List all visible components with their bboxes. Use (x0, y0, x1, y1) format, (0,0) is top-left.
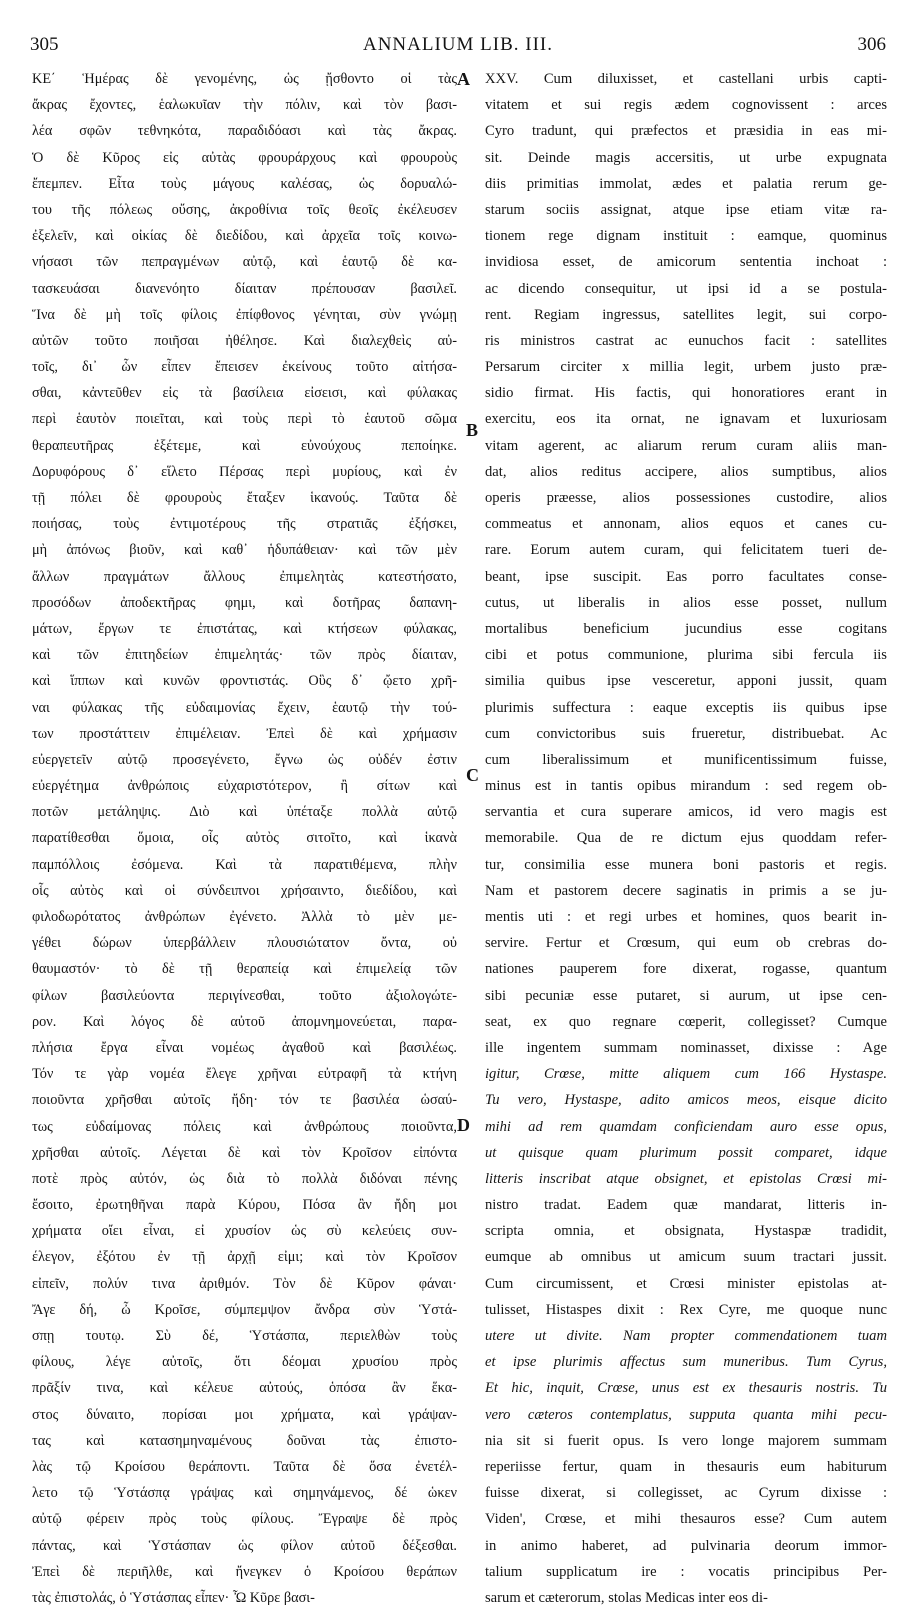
latin-text-line: vero cæteros contemplatus, supputa quanta mihi pecu- (485, 1406, 887, 1423)
greek-text-line: τὰς ἐπιστολάς, ὁ Ὑστάσπας εἶπεν· Ὦ Κῦρε βασι- (32, 1589, 315, 1606)
greek-text-line: του τῆς πόλεως οὔσης, ἀκροθίνια τοῖς θεοῖς ἐκέλευσεν (32, 201, 457, 218)
latin-text-line: eumque ab omnibus ut amicum suum tractari jussit. (485, 1249, 887, 1266)
latin-text-line: et ipse plurimis affectus sum muneribus. Tum Cyrus, (485, 1354, 887, 1371)
latin-text-line: ac dicendo consequitur, ut ipsi id a se postula- (485, 280, 887, 297)
latin-text-line: memorabile. Qua de re dictum ejus quoddam refer- (485, 830, 887, 847)
greek-text-line: εὐεργετεῖν αὐτῷ προσεγένετο, ἔγνω ὡς οὐδέν ἐστιν (32, 751, 457, 768)
greek-text-line: ἔσοιτο, ἐρωτηθῆναι παρὰ Κύρου, Πόσα ἂν ἤδη μοι (32, 1197, 457, 1214)
latin-text-line: commeatus et annonam, alios equos et canes cu- (485, 516, 887, 533)
section-marker-a: A (457, 69, 470, 89)
latin-text-line: fuisse dixerat, si collegisset, ac Cyrum dixisse : (485, 1485, 887, 1502)
greek-text-line: ποτῶν μετάληψις. Διὸ καὶ ὑπέταξε πολλὰ αὐτῷ (32, 804, 457, 821)
greek-text-line: καὶ ἵππων καὶ κυνῶν φροντιστάς. Οὓς δ᾽ ᾤετο χρῆ- (32, 673, 457, 690)
greek-text-line: θαυμαστόν· τὸ δὲ τῇ θεραπείᾳ καὶ ἐπιμελείᾳ τῶν (32, 961, 457, 978)
latin-text-column (485, 66, 887, 1611)
latin-text-line: tur, consimilia esse munera boni pastoris et regis. (485, 856, 887, 873)
latin-text-line: talium supplicatum ire : vocatis principibus Per- (485, 1563, 887, 1580)
greek-text-line: έλεγον, ἐξότου ἐν τῇ ἀρχῇ εἰμι; καὶ τὸν Κροῖσον (32, 1249, 457, 1266)
greek-text-line: ἔπεμπεν. Εἶτα τοὺς μάγους καλέσας, ὡς δορυαλώ- (32, 175, 457, 192)
latin-text-line: mihi ad rem quamdam conficiendam auro esse opus, (485, 1118, 887, 1135)
greek-text-line: νήσασι τῶν πεπραγμένων αὐτῷ, καὶ ἑαυτῷ δὲ κα- (32, 254, 457, 271)
latin-text-line: servantia et cura superare amicos, id vero magis est (485, 804, 887, 821)
greek-text-line: ποιοῦντα χρῆσθαι αὐτοῖς ἤδη· τόν τε βασιλέα ὡσαύ- (32, 1092, 457, 1109)
latin-text-line: ris ministros castrat ac eunuchos facit : satellites (485, 332, 887, 349)
greek-text-line: τας καὶ κατασημηναμένους δοῦναι τὰς ἐπιστο- (32, 1432, 457, 1449)
greek-text-line: χρῆσθαι αὐτοῖς. Λέγεται δὲ καὶ τὸν Κροῖσον εἰπόντα (32, 1144, 457, 1161)
latin-text-line: dat, alios reditus accipere, alios sumptibus, alios (485, 463, 887, 480)
latin-text-line: seat, ex quo regnare cœperit, collegisset? Cumque (485, 1013, 887, 1030)
greek-text-line: Ἄγε δή, ὦ Κροῖσε, σύμπεμψον ἄνδρα σὺν Ὑστά- (32, 1301, 457, 1318)
greek-text-line: σπῃ τουτῳ. Σὺ δέ, Ὑστάσπα, περιελθὼν τοὺς (32, 1328, 457, 1344)
section-marker-c: C (466, 765, 479, 785)
greek-text-line: εἰπεῖν, πολύν τινα ἀριθμόν. Τὸν δὲ Κῦρον φάναι· (32, 1275, 457, 1292)
latin-text-line: in animo haberet, ad pulvinaria deorum immor- (485, 1537, 887, 1554)
latin-text-line: reperiisse fertur, quam in thesauris eum habiturum (485, 1458, 887, 1475)
latin-text-line: nistro tradat. Eadem quæ mandarat, litteris in- (485, 1197, 887, 1214)
greek-text-line: φίλων βασιλεύοντα περιγίνεσθαι, τοῦτο ἀξιολογώτε- (32, 987, 457, 1004)
latin-text-line: ut quisque quam plurimum possit comparet, idque (485, 1144, 887, 1161)
greek-text-column (32, 66, 457, 1611)
latin-text-line: vitam agerent, ac aliarum rerum curam aliis man- (485, 437, 887, 454)
greek-text-line: μὴ ἀπόνως βιοῦν, καὶ καθ᾽ ἡδυπάθειαν· καὶ τῶν μὲν (32, 542, 457, 559)
running-header (30, 34, 886, 64)
greek-text-line: θεραπευτῆρας ἐξέτεμε, καὶ εὐνούχους πεποίηκε. (32, 437, 457, 454)
latin-text-line: invidiosa esset, de amicorum sententia inchoat : (485, 254, 887, 271)
greek-text-line: παρατίθεσθαι ὅμοια, οἷς αὐτὸς σιτοῖτο, καὶ ἱκανὰ (32, 830, 457, 847)
greek-text-line: Δορυφόρους δ᾽ εἵλετο Πέρσας περὶ μυρίους, καὶ ἐν (32, 463, 457, 480)
latin-text-line: cutus, ut liberalis in alios esse posset, nullum (485, 594, 887, 611)
latin-text-line: cum liberalissimum et munificentissimum fuisse, (485, 751, 887, 768)
greek-text-line: πρᾶξίν τινα, καὶ κέλευε αὐτούς, ὁπόσα ἂν ἕκα- (32, 1380, 457, 1397)
greek-text-line: παμπόλλοις ἐσόμενα. Καὶ τὰ παρατιθέμενα, πλὴν (32, 856, 457, 873)
latin-text-line: ille ingentem summam nominasset, dixisse : Age (485, 1039, 887, 1056)
greek-text-line: ἄλλων πραγμάτων ἄλλους ἐπιμελητὰς κατεστήσατο, (32, 568, 457, 585)
greek-text-line: πάντας, καὶ Ὑστάσπαν ὡς φίλον αὐτοῦ δέξεσθαι. (32, 1537, 457, 1554)
latin-text-line: Et hic, inquit, Crœse, unus est ex thesauris nostris. Tu (485, 1380, 887, 1397)
latin-text-line: plurimis suffectura : eaque exceptis iis quibus ipse (485, 699, 887, 716)
greek-text-line: γέθει δώρων ὑπερβάλλειν πλουσιώτατον ὄντα, οὐ (32, 935, 457, 952)
greek-text-line: τῇ πόλει δὲ φρουροὺς ἔταξεν ἱκανούς. Ταῦτα δὲ (32, 490, 457, 506)
latin-text-line: beant, ipse suscipit. Eas porro facultates conse- (485, 568, 887, 585)
latin-text-line: starum sociis assignat, atque ipse etiam vitæ ra- (485, 201, 887, 218)
latin-text-line: sibi pecuniæ esse putaret, si aurum, ut ipse cen- (485, 987, 887, 1004)
greek-text-line: λὰς τῷ Κροίσου θεράποντι. Ταῦτα δὲ ὅσα ἐνετέλ- (32, 1458, 457, 1475)
latin-text-line: Cum circumissent, et Crœsi minister epistolas at- (485, 1275, 887, 1292)
latin-text-line: nationes pauperem fore dixerat, rogasse, quantum (485, 961, 887, 978)
section-marker-b: B (466, 420, 479, 440)
greek-text-line: πλήσια ἔργα εἶναι νομέως ἀγαθοῦ καὶ βασιλέως. (32, 1039, 457, 1056)
greek-text-line: προσόδων ἀποδεκτῆρας φημι, καὶ δοτῆρας δαπανη- (32, 594, 457, 611)
latin-text-line: litteris inscribat atque obsignet, et epistolas Crœsi mi- (485, 1170, 887, 1187)
latin-text-line: rare. Eorum autem curam, qui felicitatem tueri de- (485, 542, 887, 559)
greek-text-line: Τόν τε γὰρ νομέα ἔλεγε χρῆναι εὐτραφῆ τὰ κτήνη (32, 1066, 457, 1083)
latin-text-line: sidio firmat. His factis, qui honoratiores erant in (485, 385, 887, 402)
latin-text-line: igitur, Crœse, mitte aliquem cum 166 Hystaspe. (485, 1066, 887, 1083)
running-title: ANNALIUM LIB. III. (362, 34, 554, 55)
greek-text-line: αὐτῷ φέρειν πρὸς τοὺς φίλους. Ἔγραψε δὲ πρὸς (32, 1511, 457, 1528)
latin-text-line: operis præesse, alios possessiones custodire, alios (485, 490, 887, 506)
latin-text-line: mentis uti : et regi urbes et homines, quos bearit in- (485, 909, 887, 925)
greek-text-line: των προστάττειν ἐπιμέλειαν. Ἐπεὶ δὲ καὶ χρήμασιν (32, 725, 457, 742)
greek-text-line: περὶ ἑαυτὸν ποιεῖται, καὶ τοὺς περὶ τὸ ἑαυτοῦ σῶμα (32, 411, 457, 428)
greek-text-line: καὶ τῶν ἐπιτηδείων ἐπιμελητάς· τῶν πρὸς δίαιταν, (32, 647, 457, 664)
latin-text-line: vitatem et sui regis ædem cognovissent : arces (485, 97, 887, 114)
latin-text-line: XXV. Cum diluxisset, et castellani urbis capti- (485, 71, 887, 87)
greek-text-line: ΚΕ΄ Ἡμέρας δὲ γενομένης, ὡς ᾔσθοντο οἱ τὰς (32, 71, 457, 87)
latin-text-line: utere ut divite. Nam propter commendationem tuam (485, 1328, 887, 1344)
latin-text-line: sarum et cæterorum, stolas Medicas inter eos di- (485, 1589, 768, 1606)
greek-text-line: Ἐπεὶ δὲ περιῆλθε, καὶ ἤνεγκεν ὁ Κροίσου θεράπων (32, 1563, 457, 1580)
page-number-left: 305 (30, 34, 59, 55)
greek-text-line: λέα σφῶν τεθνηκότα, παραδιδόασι καὶ τὰς ἄκρας. (32, 123, 457, 140)
latin-text-line: Nam et pastorem decere saginatis in primis a se ju- (485, 882, 887, 899)
greek-text-line: οἷς αὐτὸς καὶ οἱ σύνδειπνοι χρήσαιντο, διεδίδου, καὶ (32, 882, 457, 899)
latin-text-line: servire. Fertur et Crœsum, qui eum ob crebras do- (485, 935, 887, 952)
greek-text-line: εὐεργέτημα ἀνθρώποις εὐχαριστότερον, ἢ σίτων καὶ (32, 778, 457, 795)
latin-text-line: exercitu, eos ita ornat, ne ignavam et luxuriosam (485, 411, 887, 428)
latin-text-line: rent. Regiam ingressus, satellites legit, sui corpo- (485, 306, 887, 323)
latin-text-line: cum convictoribus suis frueretur, distribuebat. Ac (485, 725, 887, 742)
greek-text-line: τοῖς, δι᾽ ὧν εἶπεν ἔπεισεν ἐκείνους τοῦτο αἰτήσα- (32, 359, 457, 376)
greek-text-line: ποτὲ πρὸς αὐτόν, ὡς διὰ τὸ πολλὰ διδόναι πένης (32, 1170, 457, 1187)
latin-text-line: tulisset, Histaspes dixit : Rex Cyre, me quoque nunc (485, 1301, 887, 1318)
latin-text-line: similia quibus ipse vesceretur, apponi jussit, quam (485, 673, 887, 690)
latin-text-line: Cyro tradunt, qui præfectos et præsidia in eas mi- (485, 123, 887, 140)
latin-text-line: nia sit si fuerit opus. Is vero longe majorem summam (485, 1432, 887, 1449)
latin-text-line: mortalibus beneficium jucundius esse cogitans (485, 620, 887, 637)
greek-text-line: λετο τῷ Ὑστάσπᾳ γράψας καὶ σημηνάμενος, δέ ὡκεν (32, 1485, 457, 1502)
greek-text-line: αὐτῶν τοῦτο ποιῆσαι ἠθέλησε. Καὶ διαλεχθεὶς αὐ- (32, 332, 457, 349)
latin-text-line: Persarum circiter x millia legit, urbem justo præ- (485, 359, 887, 376)
greek-text-line: Ἵνα δὲ μὴ τοῖς φίλοις ἐπίφθονος γένηται, σὺν γνώμῃ (32, 306, 457, 323)
greek-text-line: τως εὐδαίμονας πόλεις καὶ ἀνθρώπους ποιοῦντα, (32, 1118, 457, 1135)
greek-text-line: τασκευάσαι διανενόητο δίαιταν πρέπουσαν βασιλεῖ. (32, 280, 457, 297)
greek-text-line: φίλους, λέγε αὐτοῖς, ὅτι δέομαι χρυσίου πρὸς (32, 1354, 457, 1371)
greek-text-line: σθαι, κἀντεῦθεν εἰς τὰ βασίλεια εἰσεισι, καὶ φύλακας (32, 385, 457, 402)
greek-text-line: φιλοδωρότατος ἀνθρώπων ἐγένετο. Ἀλλὰ τὸ μὲν με- (32, 909, 457, 925)
section-marker-d: D (457, 1115, 470, 1135)
latin-text-line: Tu vero, Hystaspe, adito amicos meos, eisque dicito (485, 1092, 887, 1109)
greek-text-line: ἐξελεῖν, καὶ οἰκίας δὲ διεδίδου, καὶ ἀρχεῖα τοῖς κοινω- (32, 228, 457, 245)
latin-text-line: diis primitias immolat, ædes et palatia rerum ge- (485, 175, 887, 192)
greek-text-line: Ὁ δὲ Κῦρος εἰς αὐτὰς φρουράρχους καὶ φρουροὺς (32, 149, 457, 166)
latin-text-line: Viden', Crœse, et mihi thesauros esse? Cum autem (485, 1511, 887, 1528)
greek-text-line: στος δύναιτο, πορίσαι μοι χρήματα, καὶ γράψαν- (32, 1406, 457, 1423)
page-number-right: 306 (857, 34, 886, 55)
greek-text-line: ποιήσας, τοὺς ἐντιμοτέρους τῆς στρατιᾶς ἐξήσκει, (32, 516, 457, 533)
greek-text-line: χρήματα οἴει εἶναι, εἰ χρυσίον ὡς σὺ κελεύεις συν- (32, 1223, 457, 1240)
greek-text-line: ἄκρας ἔχοντες, ἑαλωκυῖαν τὴν πόλιν, καὶ τὸν βασι- (32, 97, 457, 114)
greek-text-line: ναι φύλακας τῆς εὐδαιμονίας ἔχειν, ἑαυτῷ τὴν τού- (32, 699, 457, 716)
latin-text-line: minus est in tantis opibus mirandum : sed regem ob- (485, 778, 887, 795)
latin-text-line: cibi et potus communione, plurima sibi fercula iis (485, 647, 887, 664)
greek-text-line: ρον. Καὶ λόγος δὲ αὐτοῦ ἀπομνημονεύεται, παρα- (32, 1013, 457, 1030)
greek-text-line: μάτων, ἔργων τε ἐπιστάτας, καὶ κτήσεων φύλακας, (32, 620, 457, 637)
latin-text-line: scripta omnia, et obsignata, Hystaspæ tradidit, (485, 1223, 887, 1240)
latin-text-line: tionem rege dignam instituit : eamque, quominus (485, 228, 887, 245)
latin-text-line: sit. Deinde magis accersitis, ut urbe expugnata (485, 149, 887, 166)
